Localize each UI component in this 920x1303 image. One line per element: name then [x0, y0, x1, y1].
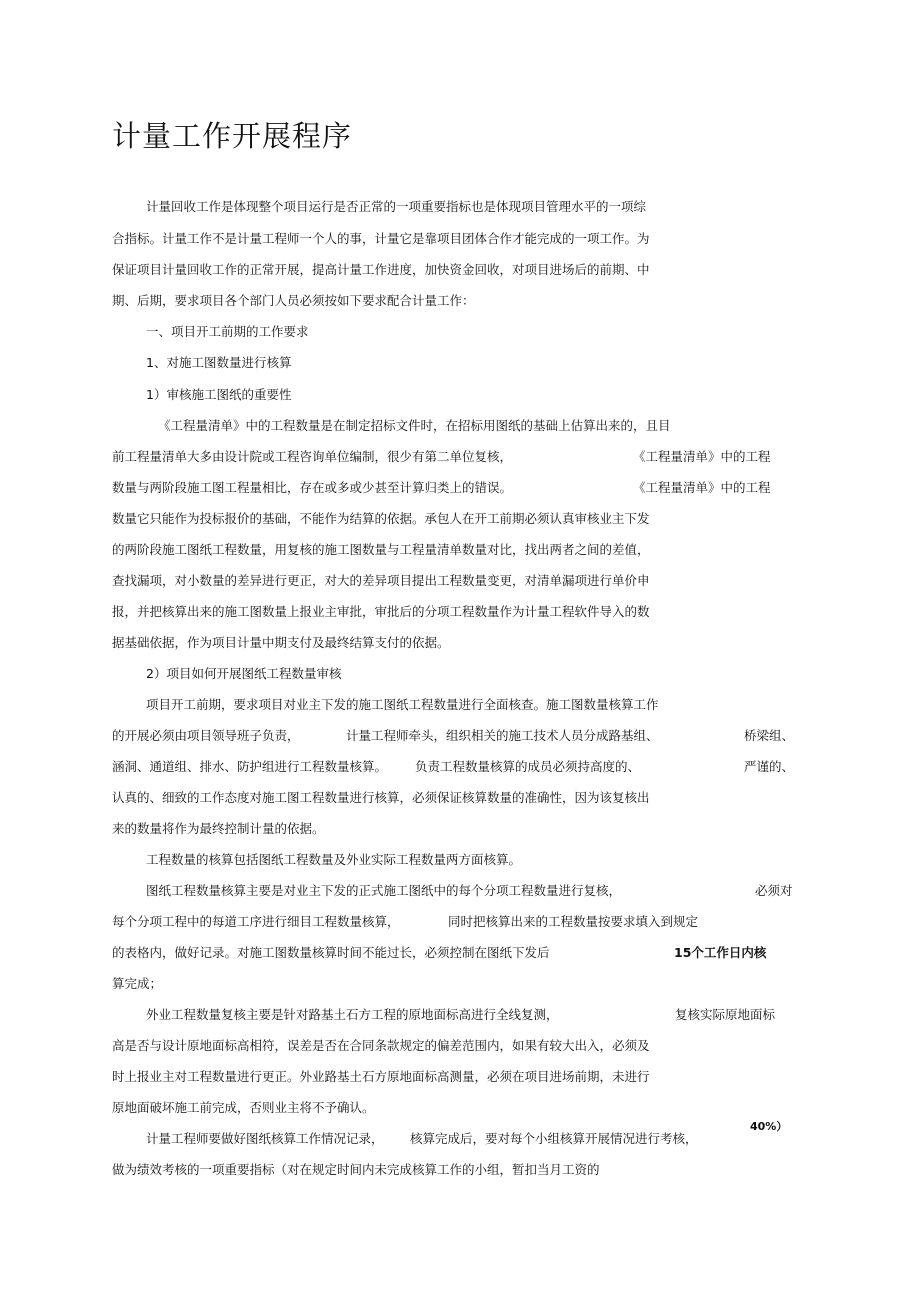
paragraph-line: 每个分项工程中的每道工序进行细目工程数量核算， [112, 914, 400, 929]
paragraph-line: 据基础依据，作为项目计量中期支付及最终结算支付的依据。 [112, 635, 450, 650]
paragraph-line: 15个工作日内核 [674, 945, 767, 960]
paragraph-line: 项目开工前期，要求项目对业主下发的施工图纸工程数量进行全面核查。施工图数量核算工作 [146, 697, 659, 712]
paragraph-line: 的表格内，做好记录。对施工图数量核算时间不能过长，必须控制在图纸下发后 [112, 945, 550, 960]
paragraph-line: 原地面破坏施工前完成，否则业主将不予确认。 [112, 1100, 375, 1115]
paragraph-line: 时上报业主对工程数量进行更正。外业路基土石方原地面标高测量，必须在项目进场前期，未进行 [112, 1069, 650, 1084]
paragraph-line: 报，并把核算出来的施工图数量上报业主审批，审批后的分项工程数量作为计量工程软件导入的数 [112, 604, 650, 619]
paragraph-line: 同时把核算出来的工程数量按要求填入到规定 [448, 914, 699, 929]
paragraph-line: 《工程量清单》中的工程 [633, 480, 771, 495]
paragraph-line: 的开展必须由项目领导班子负责， [112, 728, 300, 743]
paragraph-line: 严谨的、 [744, 759, 795, 774]
paragraph-line: 计量回收工作是体现整个项目运行是否正常的一项重要指标也是体现项目管理水平的一项综 [146, 199, 647, 214]
paragraph-line: 查找漏项，对小数量的差异进行更正，对大的差异项目提出工程数量变更，对清单漏项进行单价申 [112, 573, 650, 588]
paragraph-line: 40%） [750, 1120, 788, 1133]
paragraph-line: 算完成； [112, 976, 163, 991]
paragraph-line: 认真的、细致的工作态度对施工图工程数量进行核算，必须保证核算数量的准确性，因为该复核出 [112, 790, 650, 805]
section-heading: 一、项目开工前期的工作要求 [146, 324, 309, 339]
paragraph-line: 合指标。计量工作不是计量工程师一个人的事，计量它是靠项目团体合作才能完成的一项工作。为 [112, 231, 650, 246]
paragraph-line: 《工程量清单》中的工程 [633, 449, 771, 464]
subsection-heading: 1、对施工图数量进行核算 [146, 355, 292, 370]
paragraph-line: 复核实际原地面标 [675, 1007, 776, 1022]
paragraph-line: 来的数量将作为最终控制计量的依据。 [112, 821, 325, 836]
paragraph-line: 期、后期，要求项目各个部门人员必须按如下要求配合计量工作： [112, 293, 475, 308]
paragraph-line: 工程数量的核算包括图纸工程数量及外业实际工程数量两方面核算。 [146, 852, 522, 867]
paragraph-line: 必须对 [755, 883, 793, 898]
paragraph-line: 核算完成后，要对每个小组核算开展情况进行考核， [410, 1131, 698, 1146]
paragraph-line: 的两阶段施工图纸工程数量，用复核的施工图数量与工程量清单数量对比，找出两者之间的差值， [112, 542, 650, 557]
paragraph-line: 数量它只能作为投标报价的基础，不能作为结算的依据。承包人在开工前期必须认真审核业主下发 [112, 511, 650, 526]
paragraph-line: 负责工程数量核算的成员必须持高度的、 [415, 759, 641, 774]
paragraph-line: 高是否与设计原地面标高相符，误差是否在合同条款规定的偏差范围内，如果有较大出入，必须及 [112, 1038, 650, 1053]
subsection-heading: 1）审核施工图纸的重要性 [146, 387, 292, 402]
paragraph-line: 计量工程师牵头，组织相关的施工技术人员分成路基组、 [346, 728, 659, 743]
paragraph-line: 桥梁组、 [744, 728, 795, 743]
paragraph-line: 计量工程师要做好图纸核算工作情况记录， [146, 1131, 384, 1146]
paragraph-line: 《工程量清单》中的工程数量是在制定招标文件时，在招标用图纸的基础上估算出来的，且目 [158, 418, 671, 433]
paragraph-line: 外业工程数量复核主要是针对路基土石方工程的原地面标高进行全线复测， [146, 1007, 559, 1022]
paragraph-line: 保证项目计量回收工作的正常开展，提高计量工作进度，加快资金回收，对项目进场后的前期、中 [112, 262, 650, 277]
paragraph-line: 涵洞、通道组、排水、防护组进行工程数量核算。 [112, 759, 388, 774]
page-title: 计量工作开展程序 [112, 119, 353, 153]
paragraph-line: 做为绩效考核的一项重要指标（对在规定时间内未完成核算工作的小组，暂扣当月工资的 [112, 1162, 600, 1177]
paragraph-line: 图纸工程数量核算主要是对业主下发的正式施工图纸中的每个分项工程数量进行复核， [146, 883, 622, 898]
subsection-heading: 2）项目如何开展图纸工程数量审核 [146, 666, 342, 681]
paragraph-line: 前工程量清单大多由设计院或工程咨询单位编制，很少有第二单位复核， [112, 449, 513, 464]
paragraph-line: 数量与两阶段施工图工程量相比，存在或多或少甚至计算归类上的错误。 [112, 480, 513, 495]
